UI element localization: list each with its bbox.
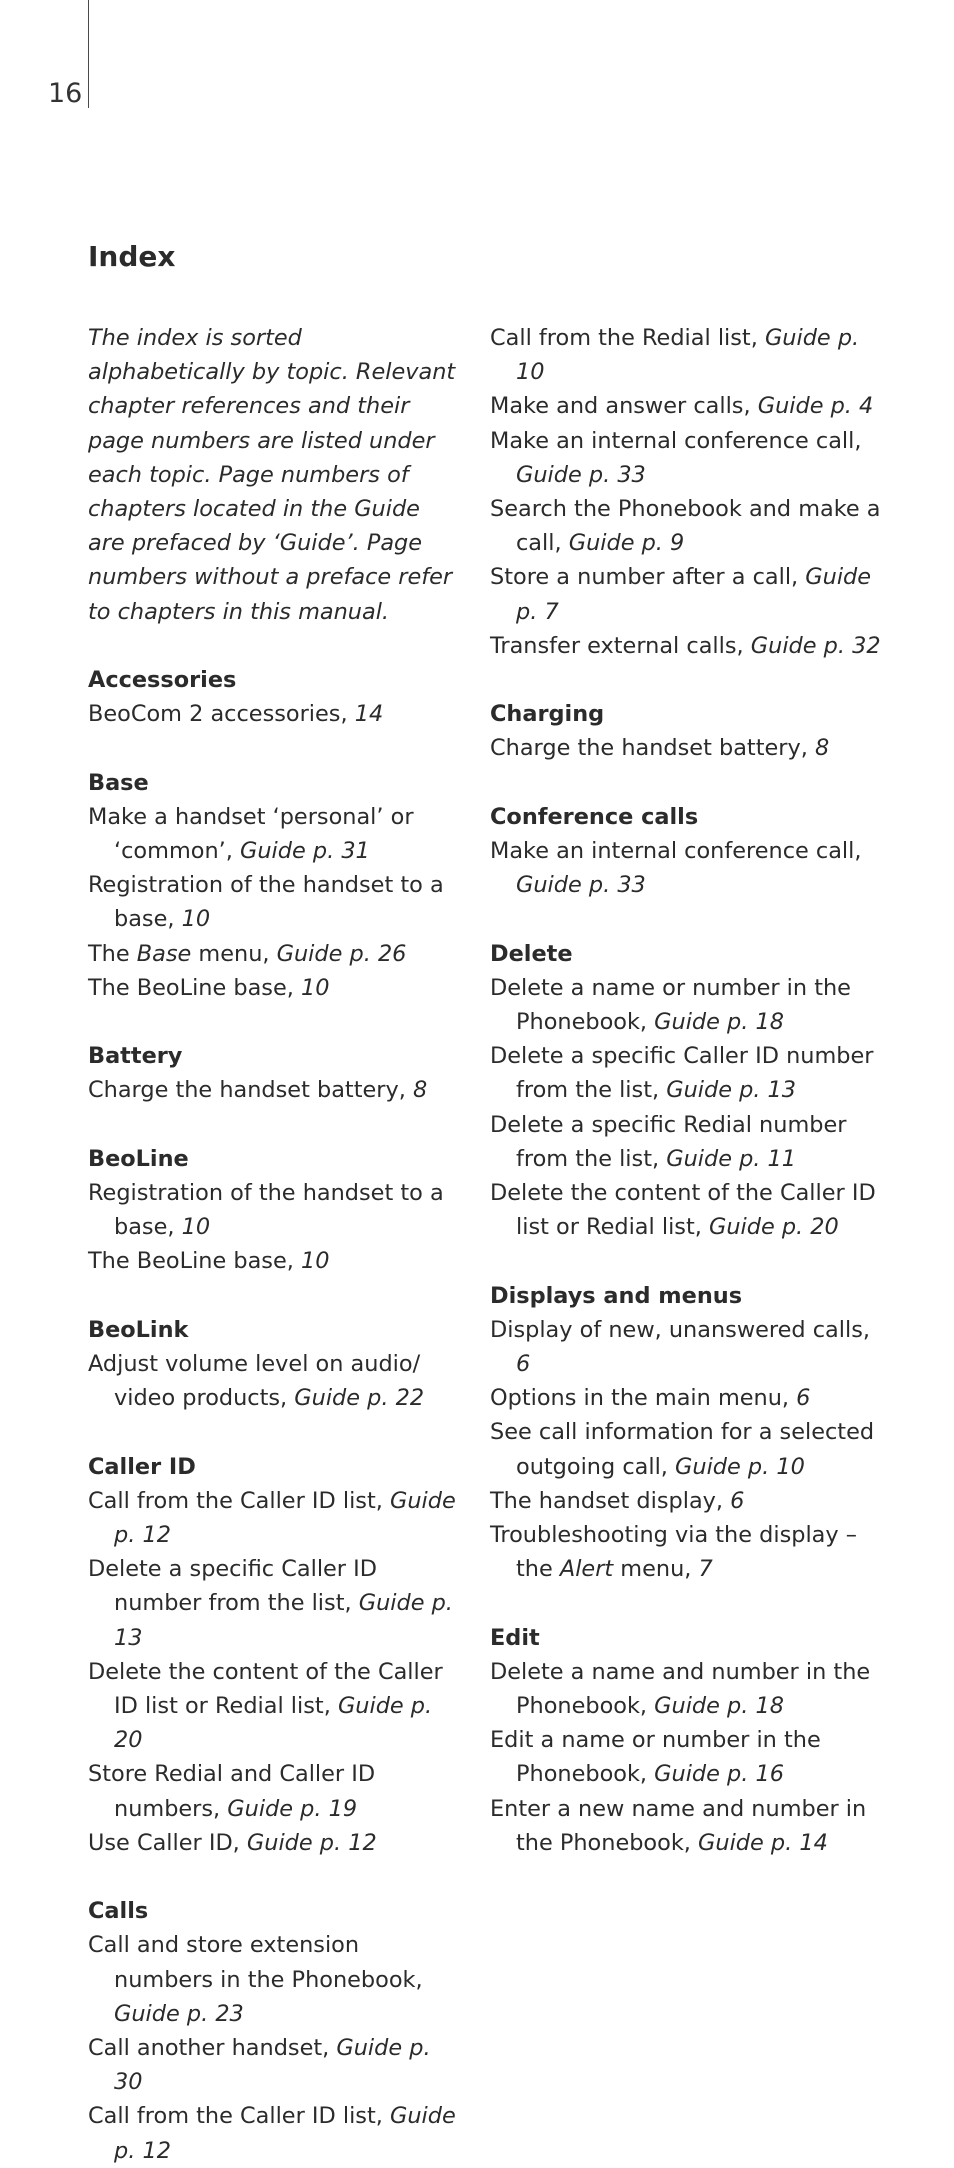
entry-emphasis: Base bbox=[136, 940, 192, 967]
entry-text: Registration of the handset to a base, bbox=[88, 872, 444, 933]
entry-text: Transfer external calls, bbox=[490, 632, 751, 659]
entry-page-ref: Guide p. 10 bbox=[516, 325, 860, 386]
index-entry bbox=[88, 1552, 460, 1655]
index-section-title: Accessories bbox=[88, 667, 237, 694]
index-section-title: Battery bbox=[88, 1043, 183, 1070]
entry-text: Edit a name or number in the Phonebook, bbox=[490, 1727, 821, 1788]
index-section-title: Edit bbox=[490, 1624, 540, 1651]
index-entry bbox=[490, 321, 890, 389]
header-divider-line bbox=[88, 0, 89, 108]
entry-text: Call from the Caller ID list, bbox=[88, 1487, 390, 1514]
index-section-continued bbox=[490, 321, 890, 663]
entry-text: Delete a specific Redial number from the list, bbox=[490, 1111, 847, 1172]
entry-page-ref: Guide p. 7 bbox=[516, 564, 872, 625]
index-section bbox=[88, 766, 460, 1005]
entry-page-ref: Guide p. 14 bbox=[698, 1829, 828, 1856]
entry-text: Make an internal conference call, bbox=[490, 838, 862, 865]
index-section bbox=[88, 1894, 460, 2168]
index-entry bbox=[490, 1176, 890, 1244]
index-section-title: BeoLine bbox=[88, 1145, 189, 1172]
entry-page-ref: Guide p. 20 bbox=[708, 1214, 839, 1241]
index-entry bbox=[88, 868, 460, 936]
entry-text: Charge the handset battery, bbox=[88, 1077, 413, 1104]
entry-page-ref: Guide p. 16 bbox=[654, 1761, 784, 1788]
entry-page-ref: 10 bbox=[181, 1214, 211, 1241]
entry-emphasis: Alert bbox=[559, 1556, 614, 1583]
entry-page-ref: Guide p. 26 bbox=[276, 940, 407, 967]
index-section-title: Base bbox=[88, 769, 149, 796]
entry-page-ref: Guide p. 18 bbox=[654, 1009, 784, 1036]
index-entry bbox=[490, 971, 890, 1039]
entry-text: The bbox=[88, 940, 137, 967]
entry-page-ref: Guide p. 33 bbox=[516, 872, 646, 899]
index-entry bbox=[88, 937, 460, 971]
index-entry bbox=[88, 1826, 460, 1860]
index-section bbox=[490, 937, 890, 1245]
entry-text: menu, bbox=[191, 940, 277, 967]
entry-text: Delete a specific Caller ID number from the list, bbox=[490, 1043, 874, 1104]
entry-text: Charge the handset battery, bbox=[490, 735, 815, 762]
entry-page-ref: 6 bbox=[796, 1385, 811, 1412]
index-entry bbox=[490, 1484, 890, 1518]
entry-text: Delete a name or number in the Phonebook, bbox=[490, 974, 851, 1036]
entry-page-ref: Guide p. 12 bbox=[114, 2103, 456, 2164]
entry-text: The BeoLine base, bbox=[88, 974, 301, 1001]
index-entry bbox=[88, 1928, 460, 2031]
entry-text: Call another handset, bbox=[88, 2035, 337, 2062]
index-entry bbox=[88, 1757, 460, 1825]
index-entry bbox=[490, 1313, 890, 1381]
index-section-title: Calls bbox=[88, 1898, 149, 1925]
entry-page-ref: Guide p. 9 bbox=[568, 530, 685, 557]
index-entry bbox=[88, 1484, 460, 1552]
entry-page-ref: Guide p. 23 bbox=[114, 2000, 244, 2027]
entry-page-ref: Guide p. 4 bbox=[757, 393, 874, 420]
entry-page-ref: Guide p. 33 bbox=[516, 461, 646, 488]
index-entry bbox=[490, 389, 890, 423]
entry-text: See call information for a selected outgoing call, bbox=[490, 1419, 875, 1480]
index-column-left bbox=[88, 321, 460, 2168]
entry-text: Call and store extension numbers in the Phonebook, bbox=[88, 1932, 423, 1993]
index-entry bbox=[88, 1244, 460, 1278]
index-entry bbox=[490, 834, 890, 902]
entry-page-ref: 10 bbox=[300, 1248, 330, 1275]
index-entry bbox=[490, 1518, 890, 1586]
entry-page-ref: 14 bbox=[354, 701, 384, 728]
entry-page-ref: Guide p. 20 bbox=[114, 1693, 433, 1754]
index-entry bbox=[490, 1655, 890, 1723]
index-entry bbox=[88, 971, 460, 1005]
index-entry bbox=[88, 1176, 460, 1244]
index-entry bbox=[490, 424, 890, 492]
entry-text: Registration of the handset to a base, bbox=[88, 1180, 444, 1241]
index-entry bbox=[490, 1381, 890, 1415]
index-section bbox=[490, 1279, 890, 1587]
entry-text: Make a handset ‘personal’ or ‘common’, bbox=[88, 803, 414, 865]
entry-text: Search the Phonebook and make a call, bbox=[490, 496, 881, 557]
entry-text: BeoCom 2 accessories, bbox=[88, 701, 355, 728]
entry-text: Make and answer calls, bbox=[490, 393, 758, 420]
entry-text: Adjust volume level on audio/ video products, bbox=[88, 1351, 421, 1412]
entry-page-ref: 10 bbox=[181, 906, 211, 933]
entry-text: Options in the main menu, bbox=[490, 1385, 797, 1412]
entry-page-ref: 10 bbox=[300, 974, 330, 1001]
page-title: Index bbox=[88, 240, 176, 273]
entry-text: menu, bbox=[613, 1556, 699, 1583]
index-section-title: Displays and menus bbox=[490, 1282, 743, 1309]
entry-page-ref: 6 bbox=[516, 1351, 531, 1378]
entry-text: The handset display, bbox=[490, 1487, 731, 1514]
page-number: 16 bbox=[48, 78, 83, 109]
entry-page-ref: 7 bbox=[698, 1556, 713, 1583]
entry-page-ref: Guide p. 32 bbox=[750, 632, 881, 659]
index-entry bbox=[88, 697, 460, 731]
index-entry bbox=[88, 1347, 460, 1415]
entry-page-ref: Guide p. 12 bbox=[246, 1829, 377, 1856]
index-section bbox=[490, 697, 890, 765]
entry-page-ref: 8 bbox=[412, 1077, 428, 1104]
index-entry bbox=[490, 1792, 890, 1860]
entry-text: Store a number after a call, bbox=[490, 564, 806, 591]
entry-page-ref: Guide p. 19 bbox=[227, 1795, 358, 1822]
entry-text: Use Caller ID, bbox=[88, 1829, 247, 1856]
entry-text: Delete a name and number in the Phonebook, bbox=[490, 1658, 871, 1720]
entry-text: Display of new, unanswered calls, bbox=[490, 1316, 870, 1343]
index-section bbox=[88, 663, 460, 731]
entry-text: Store Redial and Caller ID numbers, bbox=[88, 1761, 376, 1822]
index-entry bbox=[490, 492, 890, 560]
entry-text: Call from the Caller ID list, bbox=[88, 2103, 390, 2130]
entry-page-ref: Guide p. 18 bbox=[654, 1693, 784, 1720]
index-entry bbox=[88, 1655, 460, 1758]
index-section-title: Caller ID bbox=[88, 1453, 196, 1480]
entry-text: Call from the Redial list, bbox=[490, 325, 765, 351]
entry-page-ref: Guide p. 30 bbox=[114, 2035, 431, 2096]
index-section-title: BeoLink bbox=[88, 1316, 189, 1343]
index-entry bbox=[490, 1723, 890, 1791]
index-entry bbox=[490, 560, 890, 628]
entry-page-ref: Guide p. 22 bbox=[294, 1385, 425, 1412]
entry-text: Delete the content of the Caller ID list or Redial list, bbox=[88, 1658, 443, 1720]
index-section bbox=[88, 1039, 460, 1107]
index-section bbox=[88, 1450, 460, 1860]
entry-text: Delete the content of the Caller ID list or Redial list, bbox=[490, 1180, 876, 1241]
index-entry bbox=[88, 800, 460, 868]
index-entry bbox=[490, 1108, 890, 1176]
index-entry bbox=[88, 2099, 460, 2167]
entry-page-ref: Guide p. 31 bbox=[240, 838, 370, 865]
entry-page-ref: 8 bbox=[814, 735, 830, 762]
index-section bbox=[88, 1142, 460, 1279]
index-entry bbox=[490, 731, 890, 765]
entry-text: Enter a new name and number in the Phonebook, bbox=[490, 1795, 867, 1856]
index-section-title: Conference calls bbox=[490, 803, 699, 830]
entry-page-ref: 6 bbox=[730, 1487, 745, 1514]
index-entry bbox=[88, 2031, 460, 2099]
entry-page-ref: Guide p. 11 bbox=[666, 1145, 797, 1172]
entry-text: Make an internal conference call, bbox=[490, 427, 862, 454]
index-section bbox=[88, 1313, 460, 1416]
entry-text: Delete a specific Caller ID number from the list, bbox=[88, 1556, 377, 1617]
entry-page-ref: Guide p. 10 bbox=[675, 1453, 805, 1480]
index-column-right bbox=[490, 321, 890, 1860]
index-section bbox=[490, 800, 890, 903]
entry-page-ref: Guide p. 12 bbox=[114, 1487, 456, 1549]
entry-page-ref: Guide p. 13 bbox=[114, 1590, 453, 1651]
index-entry bbox=[490, 629, 890, 663]
index-section bbox=[490, 1621, 890, 1860]
index-entry bbox=[490, 1415, 890, 1483]
entry-text: The BeoLine base, bbox=[88, 1248, 301, 1275]
index-intro: The index is sorted alphabetically by topic. Relevant chapter references and their page numbers are listed under each topic. Page numbers of chapters located in the Guide are prefaced by ‘Guide’. Page numbers without a preface refer to chapters in this manual. bbox=[88, 325, 456, 625]
index-section-title: Delete bbox=[490, 940, 573, 967]
index-entry bbox=[490, 1039, 890, 1107]
index-section-title: Charging bbox=[490, 701, 605, 728]
entry-text: Troubleshooting via the display – the bbox=[490, 1522, 857, 1583]
index-entry bbox=[88, 1073, 460, 1107]
entry-page-ref: Guide p. 13 bbox=[666, 1077, 797, 1104]
